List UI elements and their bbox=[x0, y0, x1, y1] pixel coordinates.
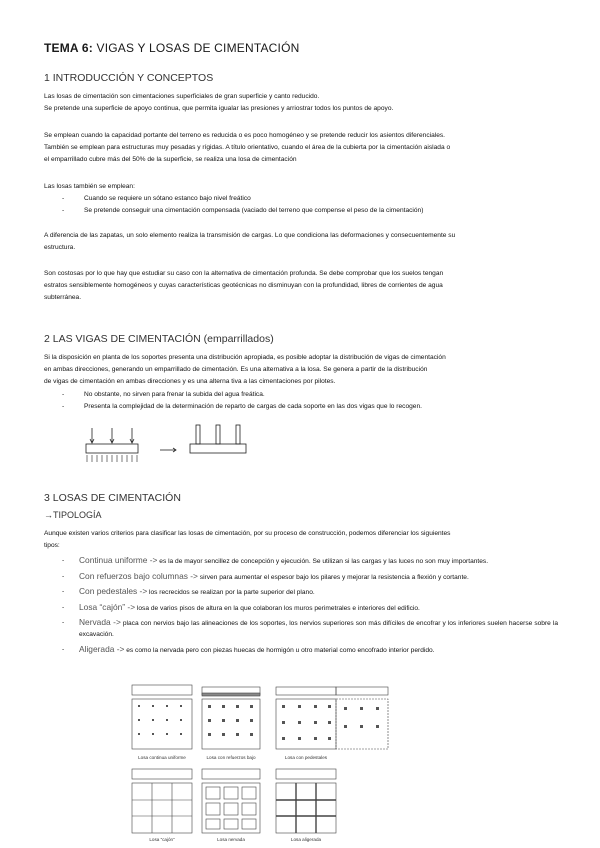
caption-pedestales: Losa con pedestales bbox=[284, 755, 328, 760]
s1-paragraph-5: Son costosas por lo que hay que estudiar su caso con la alternativa de cimentación profunda. Se debe comprobar que los suelos tengan estratos sensiblemente homogéneos y cuyas características geotécnicas no disminuyan con la profundidad, libres de corrientes de agua subterránea. bbox=[44, 270, 444, 301]
caption-nervada: Losa nervada bbox=[217, 837, 245, 842]
list-item-refuerzos: - Con refuerzos bajo columnas -> sirven para aumentar el espesor bajo los pilares y mejorar la resistencia a flexión y cortante. bbox=[62, 570, 469, 581]
s2-paragraph-1: Si la disposición en planta de los soportes presenta una distribución apropiada, es posible adoptar la distribución de vigas de cimentación en ambas direcciones, generando un emparrillado de cimentación. Es una alternativa a la losa. Se genera a partir de la distribución de vigas de cimentación en ambas direcciones y es una alterna tiva a las cimentaciones por pilotes. bbox=[44, 354, 446, 385]
s3-paragraph-1: Aunque existen varios criterios para clasificar las losas de cimentación, por su proceso de construcción, podemos diferenciar los siguientes tipos: bbox=[44, 530, 451, 549]
caption-cajon: Losa “cajón” bbox=[149, 837, 175, 842]
s1-paragraph-1: Las losas de cimentación son cimentaciones superficiales de gran superficie y canto reducido. Se pretende una superficie de apoyo continua, que permita igualar las presiones y arriostrar todos los puntos de apoyo. bbox=[44, 93, 394, 112]
s1-paragraph-3: Las losas también se emplean: bbox=[44, 183, 135, 190]
list-item-continua: - Continua uniforme -> es la de mayor sencillez de concepción y ejecución. Se utilizan si las cargas y las luces no son muy importantes. bbox=[62, 555, 489, 565]
list-item-aligerada: - Aligerada -> es como la nervada pero con piezas huecas de hormigón u otro material como encofrado interior perdido. bbox=[62, 643, 435, 654]
section-3-heading: 3 LOSAS DE CIMENTACIÓN bbox=[44, 492, 181, 504]
section-2-heading: 2 LAS VIGAS DE CIMENTACIÓN (emparrillados) bbox=[44, 333, 274, 345]
section-1-heading: 1 INTRODUCCIÓN Y CONCEPTOS bbox=[44, 72, 214, 84]
slab-types-figure bbox=[130, 683, 475, 843]
page-title: TEMA 6: VIGAS Y LOSAS DE CIMENTACIÓN bbox=[44, 41, 300, 55]
column-grid bbox=[138, 705, 379, 740]
tipologia-list bbox=[62, 555, 558, 660]
s2-bullet-1: - No obstante, no sirven para frenar la subida del agua freática. bbox=[62, 391, 265, 398]
caption-refuerzos: Losa con refuerzos bajo bbox=[206, 755, 256, 760]
s1-paragraph-4: A diferencia de las zapatas, un solo elemento realiza la transmisión de cargas. Lo que condiciona las deformaciones y consecuentemente su estructura. bbox=[44, 232, 456, 251]
list-item-pedestales: - Con pedestales -> los recrecidos se realizan por la parte superior del plano. bbox=[62, 586, 315, 597]
s1-bullet-2: - Se pretende conseguir una cimentación compensada (vaciado del terreno que compense el peso de la cimentación) bbox=[62, 207, 424, 214]
s1-paragraph-2: Se emplean cuando la capacidad portante del terreno es reducida o es poco homogéneo y se pretende reducir los asientos diferenciales. También se emplean para estructuras muy pesadas y rígidas. A título orientativo, cuando el área de la cubierta por la cimentación aislada o el emparrillado cubre más del 50% de la superficie, se realiza una losa de cimentación bbox=[44, 132, 451, 163]
list-item-nervada: - Nervada -> placa con nervios bajo las alineaciones de los soportes, los nervios superiores son más difíciles de encofrar y los inferiores suelen hacerse sobre la excavación. bbox=[62, 617, 558, 639]
s2-bullet-2: - Presenta la complejidad de la determinación de reparto de cargas de cada soporte en las dos vigas que lo recogen. bbox=[62, 403, 422, 410]
list-item-cajon: - Losa “cajón” -> losa de varios pisos de altura en la que colaboran los muros perimetrales e interiores del edificio. bbox=[62, 601, 420, 612]
tipologia-subheading: →TIPOLOGÍA bbox=[44, 510, 102, 520]
s1-bullet-1: - Cuando se requiere un sótano estanco bajo nivel freático bbox=[62, 195, 251, 202]
caption-aligerada: Losa aligerada bbox=[290, 837, 322, 842]
beam-load-diagram bbox=[78, 420, 258, 472]
caption-continua: Losa continua uniforme bbox=[138, 755, 186, 760]
